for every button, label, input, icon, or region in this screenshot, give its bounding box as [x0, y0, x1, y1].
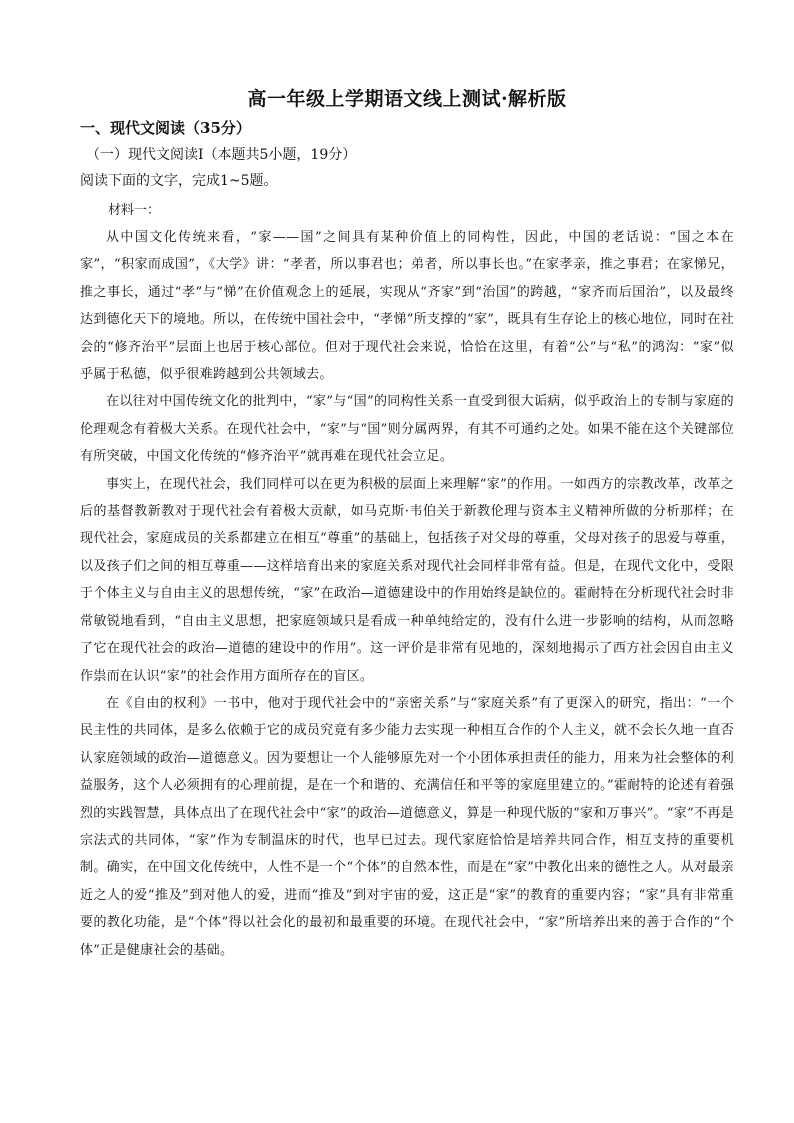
passage-paragraph: 从中国文化传统来看，“家——国”之间具有某种价值上的同构性，因此，中国的老话说：“国之本在家”，“积家而成国”，《大学》讲：“孝者，所以事君也；弟者，所以事长也。”在家孝亲，推之事君；在家悌兄，推之事长，通过“孝”与“悌”在价值观念上的延展，实现从“齐家”到“治国”的跨越，“家齐而后国治”，以及最终达到德化天下的境地。所以，在传统中国社会中，“孝悌”所支撑的“家”，既具有生存论上的核心地位，同时在社会的“修齐治平”层面上也居于核心部位。但对于现代社会来说，恰恰在这里，有着“公”与“私”的鸿沟：“家”似乎属于私德，似乎很难跨越到公共领域去。	[80, 230, 734, 383]
passage-paragraph: 事实上，在现代社会，我们同样可以在更为积极的层面上来理解“家”的作用。一如西方的宗教改革，改革之后的基督教新教对于现代社会有着极大贡献，如马克斯·韦伯关于新教伦理与资本主义精神所做的分析那样；在现代社会，家庭成员的关系都建立在相互“尊重”的基础上，包括孩子对父母的尊重，父母对孩子的思爱与尊重，以及孩子们之间的相互尊重——这样培育出来的家庭关系对现代社会同样非常有益。但是，在现代文化中，受限于个体主义与自由主义的思想传统，“家”在政治—道德建设中的作用始终是缺位的。霍耐特在分析现代社会时非常敏锐地看到，“自由主义思想，把家庭领域只是看成一种单纯给定的，没有什么进一步影响的结构，从而忽略了它在现代社会的政治—道德的建设中的作用”。这一评价是非常有见地的，深刻地揭示了西方社会因自由主义作祟而在认识“家”的社会作用方面所存在的盲区。	[80, 476, 734, 684]
material-label: 材料一：	[108, 203, 161, 218]
passage-paragraph: 在《自由的权利》一书中，他对于现代社会中的“亲密关系”与“家庭关系”有了更深入的研究，指出：“一个民主性的共同体，是多么依赖于它的成员究竟有多少能力去实现一种相互合作的个人主义，就不会长久地一直否认家庭领域的政治—道德意义。因为要想让一个人能够原先对一个小团体承担责任的能力，用来为社会整体的利益服务，这个人必须拥有的心理前提，是在一个和谐的、充满信任和平等的家庭里建立的。”霍耐特的论述有着强烈的实践智慧，具体点出了在现代社会中“家”的政治—道德意义，算是一种现代版的“家和万事兴”。“家”不再是宗法式的共同体，“家”作为专制温床的时代，也早已过去。现代家庭恰恰是培养共同合作，相互支持的重要机制。确实，在中国文化传统中，人性不是一个“个体”的自然本性，而是在“家”中教化出来的德性之人。从对最亲近之人的爱“推及”到对他人的爱，进而“推及”到对宇宙的爱，这正是“家”的教育的重要内容；“家”具有非常重要的教化功能，是“个体”得以社会化的最初和最重要的环境。在现代社会中，“家”所培养出来的善于合作的“个体”正是健康社会的基础。	[80, 695, 734, 958]
section-heading: 一、现代文阅读（35分）	[80, 119, 251, 137]
reading-instruction: 阅读下面的文字，完成1~5题。	[80, 173, 278, 189]
passage-paragraph: 在以往对中国传统文化的批判中，“家”与“国”的同构性关系一直受到很大诟病，似乎政治上的专制与家庭的伦理观念有着极大关系。在现代社会中，“家”与“国”则分属两界，有其不可通约之处。如果不能在这个关键部位有所突破，中国文化传统的“修齐治平”就再难在现代社会立足。	[80, 394, 734, 465]
subsection-heading: （一）现代文阅读Ⅰ（本题共5小题，19分）	[86, 147, 357, 163]
document-title: 高一年级上学期语文线上测试·解析版	[247, 88, 567, 110]
reading-passage	[80, 224, 734, 964]
